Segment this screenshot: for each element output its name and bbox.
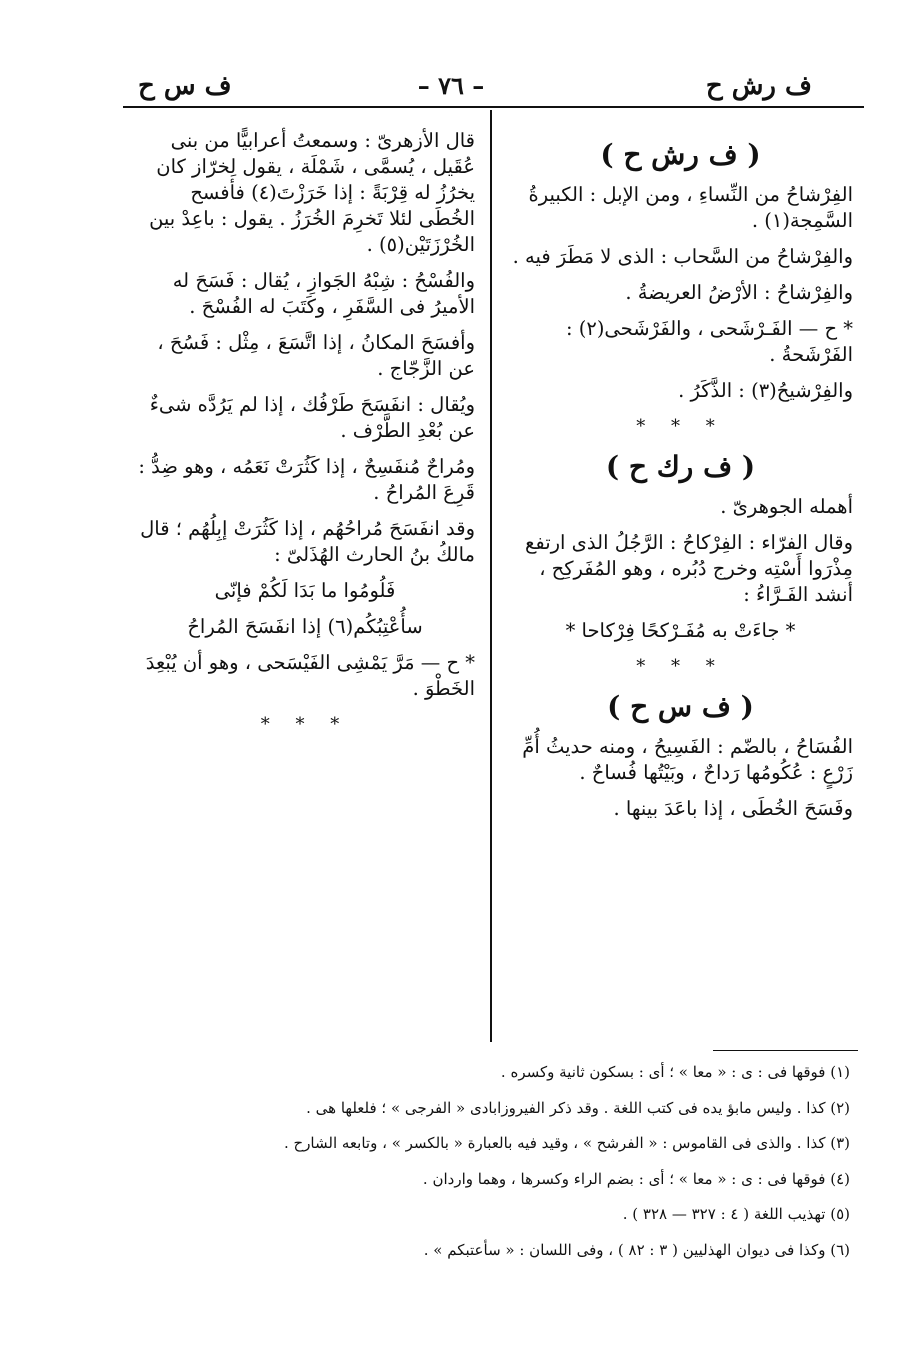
footnote-rule — [713, 1050, 858, 1051]
paragraph: قال الأزهرىّ : وسمعتُ أعرابيًّا من بنى عُقَيل ، يُسمَّى ، شَمْلَة ، يقول لِخرّاز كان يخرُزُ له قِرْبَةً : إذا خَرَزْتَ(٤) فأفسح الخُطَى لئلا تَخرِمَ الخُرَزُ . يقول : باعِدْ بين الخُرْزَتَيْن(٥) . — [149, 129, 475, 256]
paragraph: والفُسْحُ : شِبْهُ الجَوازِ ، يُقال : فَسَحَ له الأميرُ فى السَّفَرِ ، وكَتَبَ له الفُسْحَ . — [172, 269, 475, 318]
column-divider — [490, 110, 492, 1042]
footnote: (٥) تهذيب اللغة ( ٤ : ٣٢٧ — ٣٢٨ ) . — [622, 1205, 850, 1223]
footnote: (٢) كذا . وليس مابؤ يده فى كتب اللغة . وقد ذكر الفيروزابادى « الفرجى » ؛ فلعلها هى . — [306, 1098, 850, 1117]
paragraph: وفَسَحَ الخُطَى ، إذا باعَدَ بينها . — [613, 797, 853, 820]
paragraph: وقال الفرّاء : الفِرْكاحُ : الرَّجُلُ الذى ارتفع مِذْرَوا أَسْتِه وخرج دُبُره ، وهو المُفَركِح ، أنشد الفَـرَّاءُ : — [524, 531, 853, 606]
page-number: – ٧٦ – — [417, 71, 485, 100]
entry-title-frk: ( ف رك ح ) — [605, 450, 756, 483]
footnotes — [160, 1062, 850, 1275]
verse-line: فَلُومُوا ما بَدَا لَكُمْ فإنّى — [214, 579, 396, 602]
paragraph: الفِرْشاحُ من النِّساءِ ، ومن الإبل : الكبيرةُ السَّمِجة(١) . — [528, 183, 853, 232]
paragraph: والفِرْشيحُ(٣) : الذَّكَرُ . — [678, 379, 853, 402]
paragraph: * ح — مَرَّ يَمْشِى الفَيْسَحى ، وهو أن يُبْعِدَ الخَطْوَ . — [145, 651, 475, 700]
paragraph: أهمله الجوهرىّ . — [720, 495, 853, 518]
section-separator: * * * — [636, 656, 725, 677]
paragraph: * ح — الفَـرْشَحى ، والفَرْشَحى(٢) : الفَرْشَحةُ . — [565, 317, 853, 366]
section-separator: * * * — [260, 714, 350, 735]
paragraph: والفِرْشاحُ من السَّحاب : الذى لا مَطَرَ فيه . — [512, 245, 853, 268]
footnote: (٣) كذا . والذى فى القاموس : « الفرشح » ، وقيد فيه بالعبارة « بالكسر » ، وتابعه الشارح . — [283, 1134, 850, 1152]
footnote: (٤) فوقها فى : ى : « معا » ؛ أى : بضم الراء وكسرها ، وهما واردان . — [422, 1169, 850, 1188]
section-separator: * * * — [636, 416, 725, 437]
header-root-left: ف س ح — [138, 71, 232, 101]
paragraph: ومُراحٌ مُنفَسِحٌ ، إذا كَثُرَتْ نَعَمُه ، وهو ضِدُّ : قَرِعَ المُراحُ . — [138, 455, 475, 504]
entry-title-frsh: ( ف رش ح ) — [600, 138, 761, 171]
entry-title-fsh: ( ف س ح ) — [607, 690, 754, 723]
paragraph: وقد انفَسَحَ مُراحُهُم ، إذا كَثُرَتْ إبِلُهُم ؛ قال مالكُ بنُ الحارث الهُذَلىّ : — [140, 517, 475, 566]
verse-line: سأُعْتِبُكُم(٦) إذا انفَسَحَ المُراحُ — [187, 615, 423, 638]
verse-line: * جاءَتْ به مُفَـرْكحًا فِرْكاحا * — [565, 619, 796, 642]
header-rule — [123, 106, 864, 108]
paragraph: وأفسَحَ المكانُ ، إذا اتَّسَعَ ، مِثْل : فَسُحَ ، عن الزَّجّاج . — [157, 331, 475, 380]
paragraph: ويُقال : انفَسَحَ طَرْفُك ، إذا لم يَرُدَّه شىءٌ عن بُعْدِ الطَّرْف . — [149, 393, 475, 442]
left-column — [135, 128, 475, 740]
footnote: (٦) وكذا فى ديوان الهذليين ( ٣ : ٨٢ ) ، وفى اللسان : « سأعتبكم » . — [423, 1240, 850, 1259]
right-column — [508, 128, 853, 832]
paragraph: الفُسَاحُ ، بالضّم : الفَسِيحُ ، ومنه حديثُ أُمِّ زَرْعٍ : عُكُومُها رَداحٌ ، وبَيْتُها فُساحٌ . — [522, 735, 853, 784]
paragraph: والفِرْشاحُ : الأرْضُ العريضةُ . — [625, 281, 853, 304]
header-root-right: ف رش ح — [705, 71, 812, 101]
footnote: (١) فوقها فى : ى : « معا » ؛ أى : بسكون ثانية وكسره . — [500, 1063, 850, 1081]
